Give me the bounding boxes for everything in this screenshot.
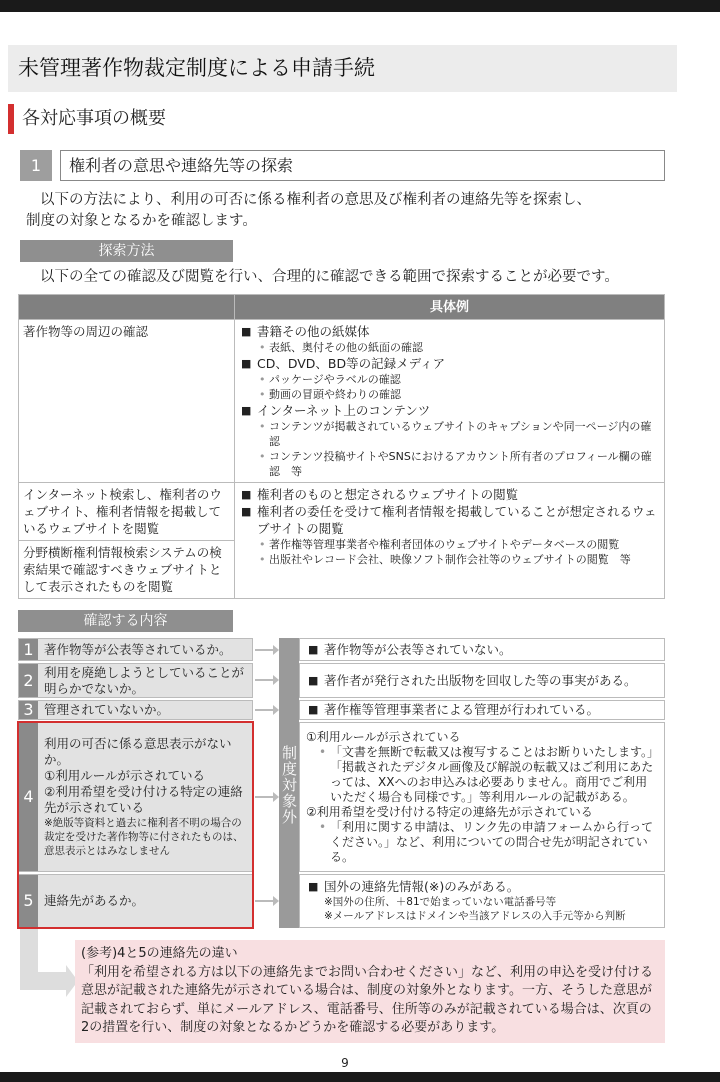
table-row — [19, 483, 665, 541]
result-text: ①利用ルールが示されている — [306, 729, 461, 744]
check-number: 5 — [19, 875, 38, 927]
examples-cell — [235, 483, 665, 599]
search-label: 探索方法 — [20, 240, 233, 262]
check-question: 連絡先があるか。 — [44, 893, 145, 908]
page-number: 9 — [341, 1056, 349, 1070]
example-item: ■ インターネット上のコンテンツ — [239, 402, 660, 419]
example-subitem: • 著作権等管理事業者や権利者団体のウェブサイトやデータベースの閲覧 — [239, 537, 660, 552]
example-item: ■ 権利者のものと想定されるウェブサイトの閲覧 — [239, 486, 660, 503]
result-text: ■ 著作物等が公表等されていない。 — [306, 642, 658, 658]
method-cell: 著作物等の周辺の確認 — [19, 320, 235, 483]
result-row-3 — [299, 700, 665, 720]
result-note: ※メールアドレスはドメインや当該アドレスの入手元等から判断 — [324, 910, 626, 922]
method-cell: インターネット検索し、権利者のウェブサイト、権利者情報を掲載しているウェブサイトを閲覧 — [19, 483, 235, 541]
arrow-icon — [255, 679, 277, 681]
result-row-1 — [299, 638, 665, 661]
arrow-icon — [255, 649, 277, 651]
check-row-1 — [18, 638, 253, 661]
check-condition: ②利用希望を受け付ける特定の連絡先が示されている — [44, 784, 243, 815]
item-number: 1 — [20, 150, 52, 181]
intro-line: 制度の対象となるかを確認します。 — [26, 213, 257, 229]
table-row — [19, 320, 665, 483]
reference-note — [75, 940, 665, 1043]
check-question: 利用の可否に係る意思表示がないか。 — [44, 736, 232, 767]
result-text: ■ 国外の連絡先情報(※)のみがある。 — [306, 879, 658, 895]
result-row-5 — [299, 874, 665, 928]
check-number: 2 — [19, 664, 38, 697]
arrow-icon — [255, 796, 277, 798]
check-question: 著作物等が公表等されているか。 — [44, 641, 232, 657]
example-subitem: • パッケージやラベルの確認 — [239, 372, 660, 387]
check-number: 4 — [19, 723, 38, 871]
result-text: ②利用希望を受け付ける特定の連絡先が示されている — [306, 804, 593, 819]
arrow-icon — [255, 709, 277, 711]
check-row-2 — [18, 663, 253, 698]
result-example: • 「文書を無断で転載又は複写することはお断りいたします。」「掲載されたデジタル画像及び解説の転載又はご利用にあたっては、XXへのお申込みは必要ありません。商用でご利用いただく場合も同様です。」等利用ルールの記載がある。 — [306, 745, 658, 805]
bottom-bar — [0, 1072, 720, 1082]
check-label: 確認する内容 — [18, 610, 233, 632]
result-text: ■ 著作者が発行された出版物を回収した等の事実がある。 — [306, 673, 658, 689]
check-number: 3 — [19, 701, 38, 719]
search-methods-table — [18, 294, 665, 599]
example-item: ■ 書籍その他の紙媒体 — [239, 323, 660, 340]
check-row-3 — [18, 700, 253, 720]
example-item: ■ CD、DVD、BD等の記録メディア — [239, 355, 660, 372]
section-heading: 各対応事項の概要 — [22, 108, 166, 129]
excluded-label: 制度対象外 — [279, 638, 299, 928]
check-question: 利用を廃絶しようとしていることが明らかでないか。 — [44, 664, 245, 696]
result-note: ※国外の住所、＋81で始まっていない電話番号等 — [324, 896, 557, 908]
highlight-frame — [17, 721, 254, 929]
examples-cell — [235, 320, 665, 483]
note-title: (参考)4と5の連絡先の違い — [81, 946, 238, 961]
heading-accent — [8, 104, 14, 134]
result-row-2 — [299, 663, 665, 698]
example-subitem: • 動画の冒頭や終わりの確認 — [239, 387, 660, 402]
table-header — [19, 295, 235, 320]
check-note: ※絶版等資料と過去に権利者不明の場合の裁定を受けた著作物等に付されたものは、意思表示とはみなしません — [44, 817, 244, 857]
note-body: 「利用を希望される方は以下の連絡先までお問い合わせください」など、利用の申込を受け付ける意思が記載された連絡先が示されている場合は、制度の対象外となります。一方、そうした意思が記載されておらず、単にメールアドレス、電話番号、住所等のみが記載されている場合は、次頁の2の措置を行い、制度の対象となるかどうかを確認する必要があります。 — [81, 964, 654, 1035]
table-header: 具体例 — [235, 295, 665, 320]
check-question: 管理されていないか。 — [44, 702, 170, 717]
intro-text — [26, 190, 676, 232]
result-row-4 — [299, 722, 665, 872]
intro-line: 以下の方法により、利用の可否に係る権利者の意思及び権利者の連絡先等を探索し、 — [40, 192, 591, 208]
result-text: ■ 著作権等管理事業者による管理が行われている。 — [306, 702, 658, 718]
arrow-icon — [255, 900, 277, 902]
example-subitem: • 表紙、奥付その他の紙面の確認 — [239, 340, 660, 355]
result-example: • 「利用に関する申請は、リンク先の申請フォームから行ってください。」など、利用についての問合せ先が明記されている。 — [306, 820, 658, 865]
search-lead: 以下の全ての確認及び閲覧を行い、合理的に確認できる範囲で探索することが必要です。 — [40, 269, 619, 285]
check-number: 1 — [19, 639, 38, 660]
top-bar — [0, 0, 720, 12]
example-subitem: • コンテンツが掲載されているウェブサイトのキャプションや同一ページ内の確認 — [239, 419, 660, 449]
example-subitem: • コンテンツ投稿サイトやSNSにおけるアカウント所有者のプロフィール欄の確認 等 — [239, 449, 660, 479]
example-subitem: • 出版社やレコード会社、映像ソフト制作会社等のウェブサイトの閲覧 等 — [239, 552, 660, 567]
item-title: 権利者の意思や連絡先等の探索 — [60, 150, 665, 181]
example-item: ■ 権利者の委任を受けて権利者情報を掲載していることが想定されるウェブサイトの閲覧 — [239, 503, 660, 537]
connector-line — [20, 972, 68, 990]
method-cell: 分野横断権利情報検索システムの検索結果で確認すべきウェブサイトとして表示されたものを閲覧 — [19, 541, 235, 599]
check-condition: ①利用ルールが示されている — [44, 768, 205, 783]
page-title: 未管理著作物裁定制度による申請手続 — [8, 45, 677, 92]
